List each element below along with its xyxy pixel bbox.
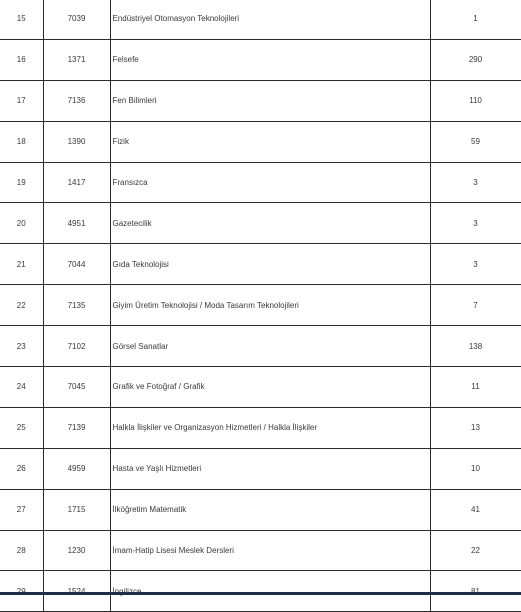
branch-code-cell: 7136	[43, 80, 110, 121]
branch-code-cell: 7039	[43, 0, 110, 39]
count-cell: 1	[430, 0, 521, 39]
branch-name-cell: İmam-Hatip Lisesi Meslek Dersleri	[110, 530, 430, 571]
count-cell: 290	[430, 39, 521, 80]
branch-code-cell: 1390	[43, 121, 110, 162]
branch-code-cell: 7139	[43, 407, 110, 448]
branch-name-cell: Giyim Üretim Teknolojisi / Moda Tasarım Teknolojileri	[110, 285, 430, 326]
table-row	[0, 0, 521, 39]
branch-name-cell: Felsefe	[110, 39, 430, 80]
table-row	[0, 285, 521, 326]
table-row	[0, 203, 521, 244]
branch-code-cell: 1715	[43, 489, 110, 530]
branch-name-cell: Halkla İlişkiler ve Organizasyon Hizmetleri / Halkla İlişkiler	[110, 407, 430, 448]
branch-code-cell: 7102	[43, 326, 110, 367]
branch-code-cell: 1417	[43, 162, 110, 203]
count-cell: 11	[430, 367, 521, 408]
branch-code-cell: 7044	[43, 244, 110, 285]
table-row	[0, 162, 521, 203]
branch-name-cell: Fizik	[110, 121, 430, 162]
table-row	[0, 448, 521, 489]
table-row	[0, 244, 521, 285]
branch-name-cell: Grafik ve Fotoğraf / Grafik	[110, 367, 430, 408]
row-number-cell: 26	[0, 448, 43, 489]
branch-name-cell: Görsel Sanatlar	[110, 326, 430, 367]
row-number-cell: 24	[0, 367, 43, 408]
row-number-cell: 22	[0, 285, 43, 326]
branch-code-cell: 4959	[43, 448, 110, 489]
row-number-cell: 20	[0, 203, 43, 244]
branch-name-cell: Gazetecilik	[110, 203, 430, 244]
count-cell: 7	[430, 285, 521, 326]
count-cell: 59	[430, 121, 521, 162]
row-number-cell: 27	[0, 489, 43, 530]
branch-code-cell: 1371	[43, 39, 110, 80]
count-cell: 10	[430, 448, 521, 489]
branch-name-cell: Fen Bilimleri	[110, 80, 430, 121]
count-cell: 41	[430, 489, 521, 530]
branch-code-cell: 7135	[43, 285, 110, 326]
branch-name-cell: İlköğretim Matematik	[110, 489, 430, 530]
branch-code-cell: 1230	[43, 530, 110, 571]
branch-name-cell: Fransızca	[110, 162, 430, 203]
count-cell: 13	[430, 407, 521, 448]
branch-code-cell: 7045	[43, 367, 110, 408]
branch-name-cell: Endüstriyel Otomasyon Teknolojileri	[110, 0, 430, 39]
table-row	[0, 121, 521, 162]
row-number-cell: 28	[0, 530, 43, 571]
count-cell: 3	[430, 244, 521, 285]
table-row	[0, 80, 521, 121]
row-number-cell: 16	[0, 39, 43, 80]
row-number-cell: 15	[0, 0, 43, 39]
count-cell: 110	[430, 80, 521, 121]
row-number-cell: 25	[0, 407, 43, 448]
row-number-cell: 17	[0, 80, 43, 121]
branch-name-cell: Hasta ve Yaşlı Hizmetleri	[110, 448, 430, 489]
count-cell: 22	[430, 530, 521, 571]
table-row	[0, 530, 521, 571]
table-row	[0, 407, 521, 448]
row-number-cell: 23	[0, 326, 43, 367]
table-row	[0, 39, 521, 80]
row-number-cell: 19	[0, 162, 43, 203]
table-row	[0, 367, 521, 408]
branch-name-cell: Gıda Teknolojisi	[110, 244, 430, 285]
count-cell: 138	[430, 326, 521, 367]
table-row	[0, 489, 521, 530]
row-number-cell: 18	[0, 121, 43, 162]
count-cell: 3	[430, 162, 521, 203]
count-cell: 3	[430, 203, 521, 244]
row-number-cell: 21	[0, 244, 43, 285]
table-row	[0, 326, 521, 367]
branch-code-cell: 4951	[43, 203, 110, 244]
